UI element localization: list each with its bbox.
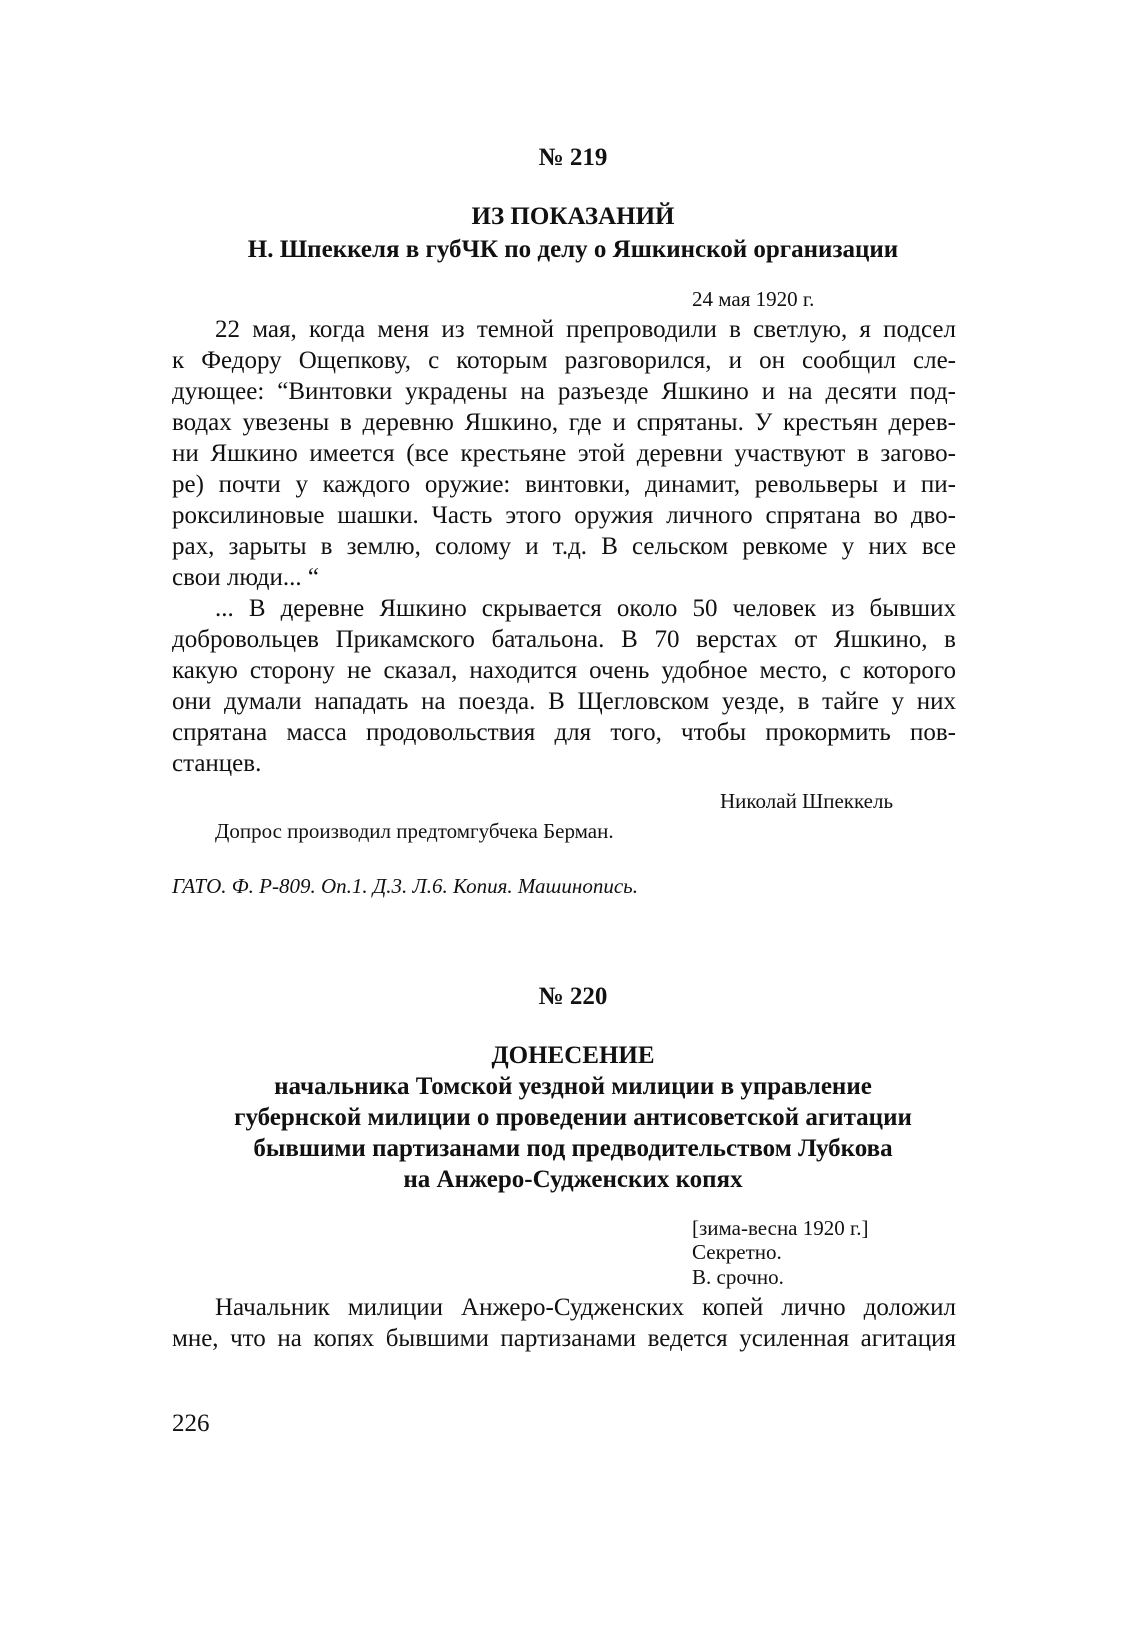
document-title: ДОНЕСЕНИЕ — [491, 1042, 655, 1069]
secrecy-mark: Секретно. — [692, 1240, 782, 1264]
body-line: станцев. — [172, 750, 262, 777]
body-line: дующее: “Винтовки украдены на разъезде Яшкино и на десяти под- — [172, 378, 956, 405]
body-line: водах увезены в деревню Яшкино, где и спрятаны. У крестьян дерев- — [172, 409, 956, 436]
body-line: Начальник милиции Анжеро-Судженских копей лично доложил — [215, 1294, 956, 1321]
document-number: № 220 — [538, 983, 608, 1010]
body-line: к Федору Ощепкову, с которым разговорился, и он сообщил сле- — [172, 347, 956, 374]
document-title: ИЗ ПОКАЗАНИЙ — [471, 203, 675, 230]
document-subtitle-line: бывшими партизанами под предводительством Лубкова — [253, 1135, 893, 1162]
document-subtitle-line: губернской милиции о проведении антисоветской агитации — [234, 1104, 912, 1131]
body-line: роксилиновые шашки. Часть этого оружия личного спрятана во дво- — [172, 502, 956, 529]
interrogator-note: Допрос производил предтомгубчека Берман. — [215, 819, 614, 843]
body-line: добровольцев Прикамского батальона. В 70 верстах от Яшкино, в — [172, 626, 956, 653]
document-subtitle-line: на Анжеро-Судженских копях — [403, 1166, 743, 1193]
body-line: какую сторону не сказал, находится очень удобное место, с которого — [172, 657, 956, 684]
document-date: [зима-весна 1920 г.] — [692, 1216, 869, 1240]
body-line: 22 мая, когда меня из темной препроводили в светлую, я подсел — [215, 316, 956, 343]
document-subtitle: Н. Шпеккеля в губЧК по делу о Яшкинской организации — [247, 236, 899, 263]
body-line: ... В деревне Яшкино скрывается около 50 человек из бывших — [215, 595, 956, 622]
document-subtitle-line: начальника Томской уездной милиции в управление — [274, 1073, 872, 1100]
body-line: рах, зарыты в землю, солому и т.д. В сельском ревкоме у них все — [172, 533, 956, 560]
document-number: № 219 — [538, 144, 608, 171]
page-number: 226 — [172, 1410, 210, 1437]
body-line: мне, что на копях бывшими партизанами ведется усиленная агитация — [172, 1325, 956, 1352]
archive-source: ГАТО. Ф. Р-809. Оп.1. Д.3. Л.6. Копия. Машинопись. — [172, 874, 638, 898]
urgency-mark: В. срочно. — [692, 1265, 784, 1289]
document-date: 24 мая 1920 г. — [692, 287, 815, 311]
body-line: они думали нападать на поезда. В Щегловском уезде, в тайге у них — [172, 688, 956, 715]
signature: Николай Шпеккель — [720, 789, 894, 813]
body-line: свои люди... “ — [172, 564, 319, 591]
body-line: спрятана масса продовольствия для того, чтобы прокормить пов- — [172, 719, 956, 746]
body-line: ни Яшкино имеется (все крестьяне этой деревни участвуют в загово- — [172, 440, 956, 467]
body-line: ре) почти у каждого оружие: винтовки, динамит, револьверы и пи- — [172, 471, 956, 498]
